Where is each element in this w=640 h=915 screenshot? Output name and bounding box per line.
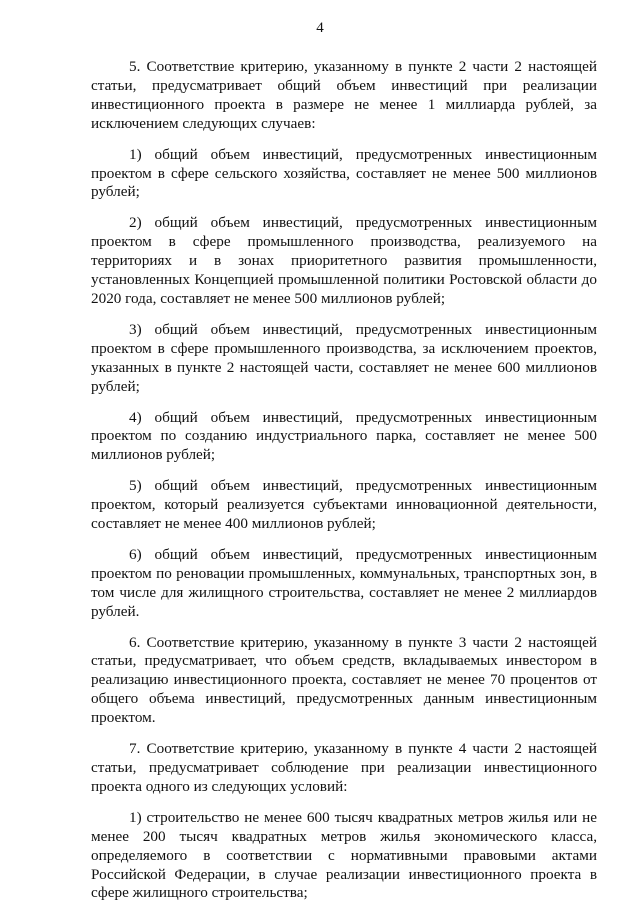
subitem-2-industrial-priority-zones: 2) общий объем инвестиций, предусмотренных инвестиционным проектом в сфере промышленного производства, реализуемого на территориях и в зонах приоритетного развития промышленности, установленных Концепцией промышленной политики Ростовской области до 2020 года, составляет не менее 500 миллионов рублей; — [91, 214, 597, 307]
page-number: 4 — [316, 20, 324, 36]
paragraph-item-5: 5. Соответствие критерию, указанному в пункте 2 части 2 настоящей статьи, предусматривает общий объем инвестиций при реализации инвестиционного проекта в размере не менее 1 миллиарда рублей, за исключением следующих случаев: — [91, 58, 597, 132]
document-body — [91, 58, 597, 915]
subitem-1-housing-construction: 1) строительство не менее 600 тысяч квадратных метров жилья или не менее 200 тысяч квадратных метров жилья экономического класса, определяемого в соответствии с нормативными правовыми актами Российской Федерации, в случае реализации инвестиционного проекта в сфере жилищного строительства; — [91, 808, 597, 902]
subitem-1-agriculture: 1) общий объем инвестиций, предусмотренных инвестиционным проектом в сфере сельского хозяйства, составляет не менее 500 миллионов рублей; — [91, 145, 597, 201]
subitem-6-renovation: 6) общий объем инвестиций, предусмотренных инвестиционным проектом по реновации промышленных, коммунальных, транспортных зон, в том числе для жилищного строительства, составляет не менее 2 миллиардов рублей. — [91, 545, 597, 620]
paragraph-item-7: 7. Соответствие критерию, указанному в пункте 4 части 2 настоящей статьи, предусматривает соблюдение при реализации инвестиционного проекта одного из следующих условий: — [91, 740, 597, 795]
subitem-5-innovation: 5) общий объем инвестиций, предусмотренных инвестиционным проектом, который реализуется субъектами инновационной деятельности, составляет не менее 400 миллионов рублей; — [91, 477, 597, 533]
subitem-4-industrial-park: 4) общий объем инвестиций, предусмотренных инвестиционным проектом по созданию индустриального парка, составляет не менее 500 миллионов рублей; — [91, 408, 597, 464]
paragraph-item-6: 6. Соответствие критерию, указанному в пункте 3 части 2 настоящей статьи, предусматривает, что объем средств, вкладываемых инвестором в реализацию инвестиционного проекта, составляет не менее 70 процентов от общего объема инвестиций, предусмотренных данным инвестиционным проектом. — [91, 633, 597, 727]
subitem-3-industrial-production: 3) общий объем инвестиций, предусмотренных инвестиционным проектом в сфере промышленного производства, за исключением проектов, указанных в пункте 2 настоящей части, составляет не менее 600 миллионов рублей; — [91, 320, 597, 395]
